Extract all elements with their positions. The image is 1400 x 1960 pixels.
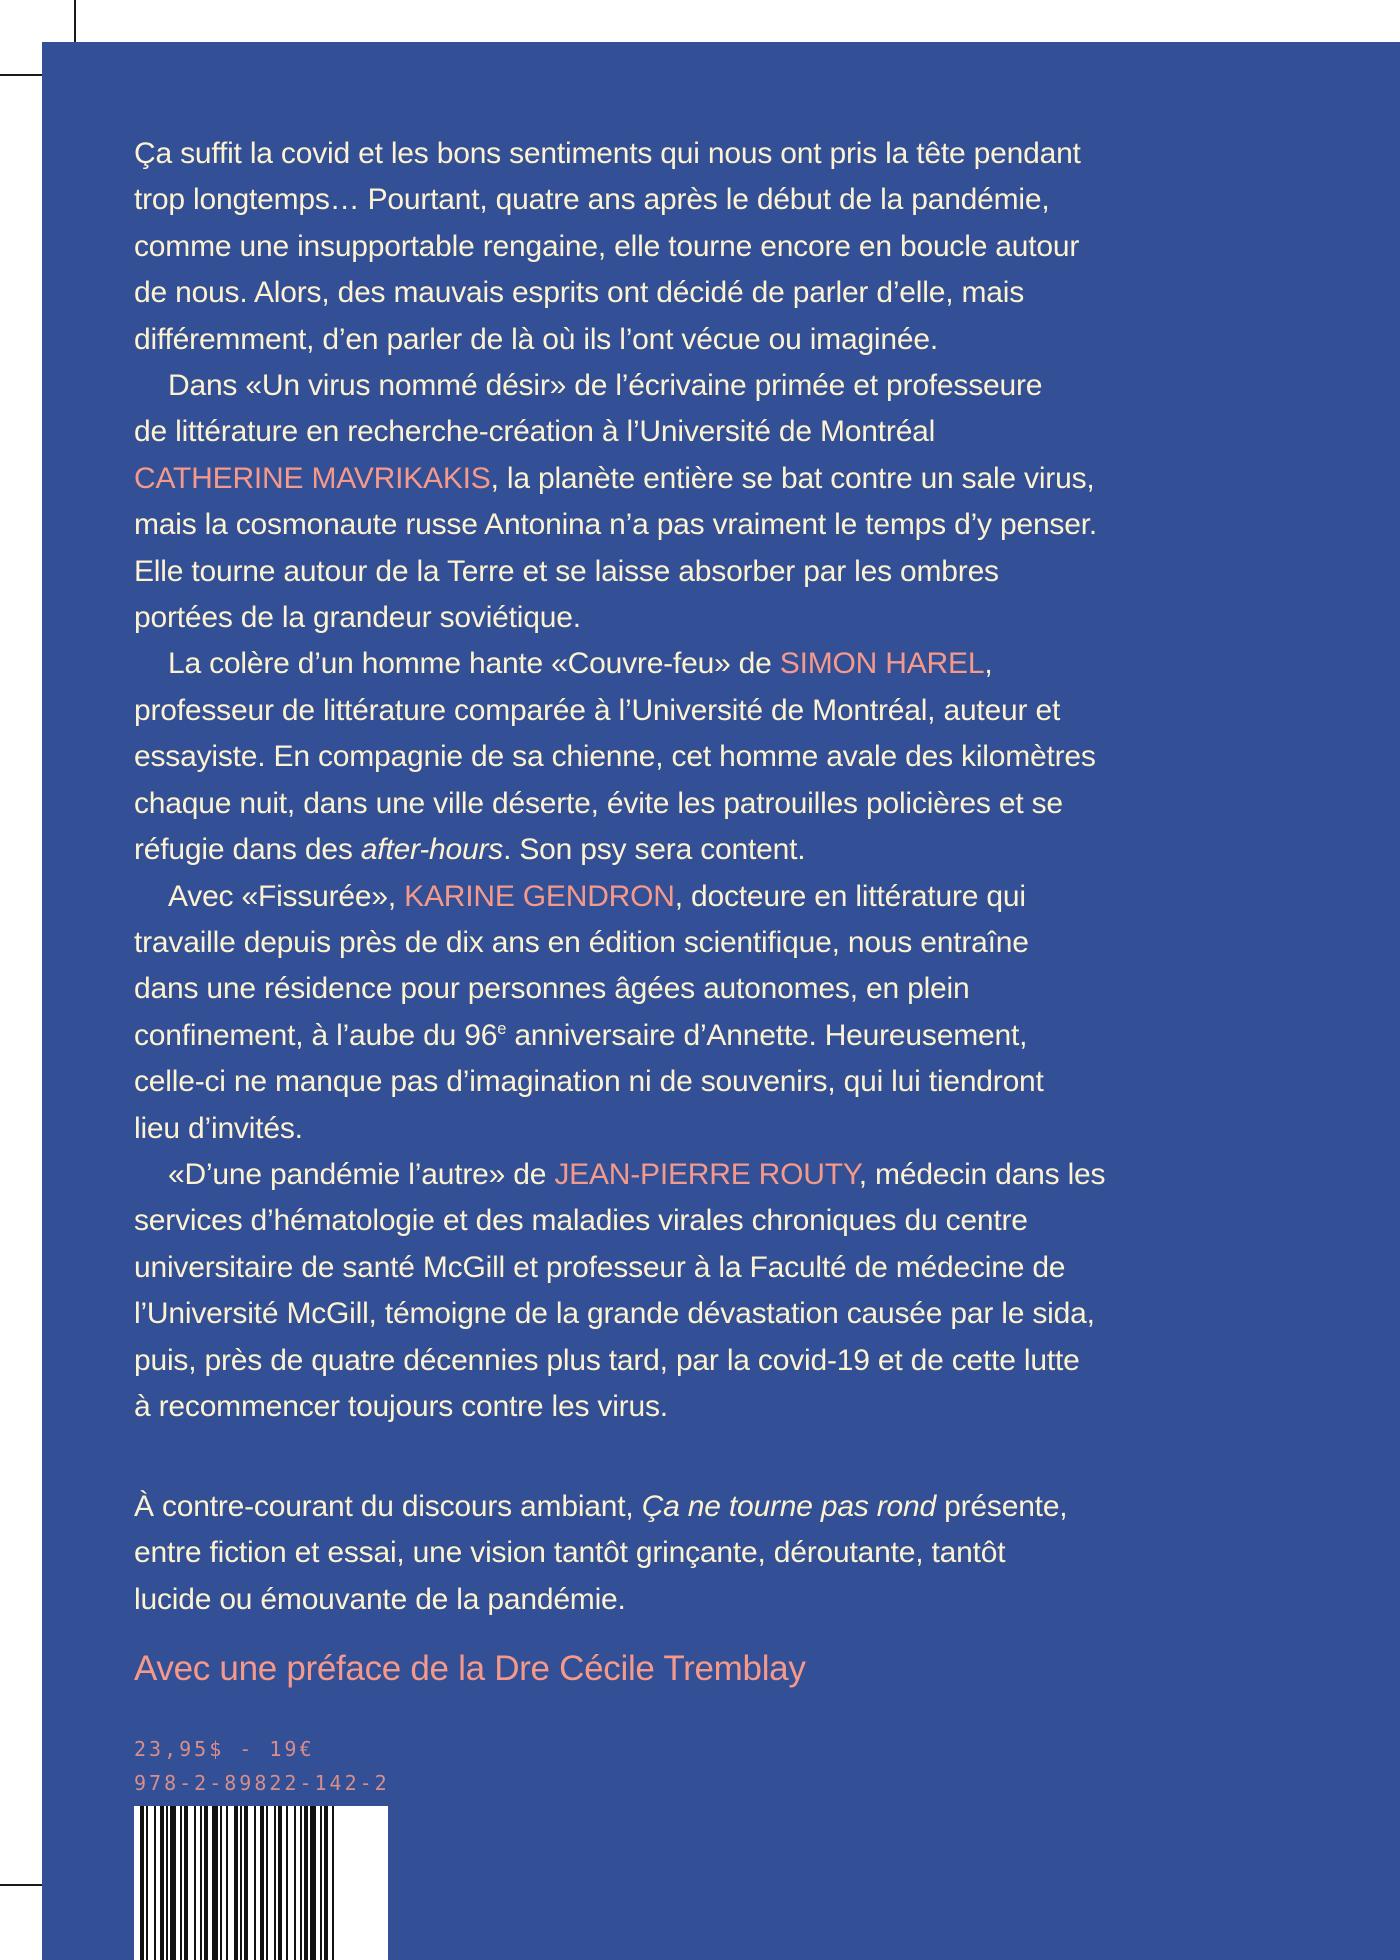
paragraph-line: portées de la grandeur soviétique. [134,601,581,635]
story-harel-paragraph [134,641,1124,873]
barcode-bar [166,1806,168,1960]
barcode-bar [320,1806,322,1960]
paragraph-line [134,1484,1124,1530]
barcode-bar [300,1806,302,1960]
barcode-bar [212,1806,218,1960]
barcode-bar [294,1806,296,1960]
paragraph-line: lieu d’invités. [134,1111,303,1145]
text-span: présente, [936,1490,1068,1523]
story-mavrikakis-paragraph [134,363,1124,641]
paragraph-line: de littérature en recherche-création à l’Université de Montréal [134,415,936,449]
story-gendron-paragraph [134,874,1124,1152]
barcode-bar [180,1806,182,1960]
barcode-bar [220,1806,222,1960]
paragraph-line: essayiste. En compagnie de sa chienne, cet homme avale des kilomètres [134,740,1096,774]
author-name: SIMON HAREL [779,647,985,681]
text-span: , la planète entière se bat contre un sale virus, [490,461,1095,495]
text-span: anniversaire d’Annette. Heureusement, [506,1018,1028,1052]
barcode-bar [200,1806,202,1960]
barcode-bar [260,1806,264,1960]
text-span: . Son psy sera content. [503,833,806,867]
barcode-bar [204,1806,208,1960]
back-cover-text [134,131,1124,1430]
paragraph-line: services d’hématologie et des maladies virales chroniques du centre [134,1204,1028,1238]
paragraph-line [134,1013,1124,1059]
intro-line: de nous. Alors, des mauvais esprits ont décidé de parler d’elle, mais [134,276,1025,310]
story-routy-paragraph [134,1152,1124,1430]
barcode-bar [278,1806,282,1960]
barcode-bar [226,1806,228,1960]
paragraph-line [134,641,1124,687]
preface-credit: Avec une préface de la Dre Cécile Tremblay [134,1649,806,1688]
barcode-bar [154,1806,156,1960]
intro-line: Ça suffit la covid et les bons sentiments qui nous ont pris la tête pendant [134,137,1081,170]
paragraph-line: professeur de littérature comparée à l’Université de Montréal, auteur et [134,693,1061,727]
barcode-bar [274,1806,276,1960]
barcode-bar [170,1806,176,1960]
isbn-label: 978-2-89822-142-2 [134,1771,390,1795]
author-name: JEAN-PIERRE ROUTY [554,1157,859,1191]
barcode-bar [310,1806,316,1960]
barcode-bar [194,1806,196,1960]
paragraph-line: chaque nuit, dans une ville déserte, évite les patrouilles policières et se [134,786,1063,820]
paragraph-line [134,874,1124,920]
paragraph-line: à recommencer toujours contre les virus. [134,1389,668,1423]
barcode-bar [146,1806,148,1960]
book-title: Ça ne tourne pas rond [641,1490,937,1523]
paragraph-line: universitaire de santé McGill et professeur à la Faculté de médecine de [134,1250,1066,1284]
paragraph-line: mais la cosmonaute russe Antonina n’a pas vraiment le temps d’y penser. [134,508,1097,542]
barcode-bar [332,1806,334,1960]
text-span: , médecin dans les [858,1157,1106,1191]
paragraph-line: travaille depuis près de dix ans en édition scientifique, nous entraîne [134,925,1029,959]
barcode-bar [286,1806,288,1960]
price-label: 23,95$ - 19€ [134,1737,315,1761]
intro-line: différemment, d’en parler de là où ils l’ont vécue ou imaginée. [134,322,938,356]
barcode-graphic [134,1806,388,1960]
barcode-bar [304,1806,308,1960]
barcode-bar [244,1806,248,1960]
barcode-bar [160,1806,164,1960]
barcode-bar [324,1806,328,1960]
text-span: confinement, à l’aube du 96 [134,1018,498,1052]
author-name: CATHERINE MAVRIKAKIS [134,461,491,495]
paragraph-line: l’Université McGill, témoigne de la grande dévastation causée par le sida, [134,1297,1095,1331]
paragraph-line: dans une résidence pour personnes âgées autonomes, en plein [134,972,970,1006]
paragraph-line: entre fiction et essai, une vision tantôt grinçante, déroutante, tantôt [134,1536,1006,1570]
barcode-bar [140,1806,144,1960]
italic-term: after-hours [360,833,504,867]
paragraph-line: Elle tourne autour de la Terre et se laisse absorber par les ombres [134,554,999,588]
ordinal-superscript: e [497,1019,507,1038]
text-span: réfugie dans des [134,833,361,867]
text-span: À contre-courant du discours ambiant, [134,1490,642,1523]
paragraph-line: Dans «Un virus nommé désir» de l’écrivaine primée et professeure [168,369,1043,403]
intro-line: comme une insupportable rengaine, elle tourne encore en boucle autour [134,229,1080,263]
intro-paragraph [134,131,1124,363]
paragraph-line [134,456,1124,502]
barcode-bar [234,1806,238,1960]
paragraph-line: puis, près de quatre décennies plus tard, par la covid-19 et de cette lutte [134,1343,1080,1377]
intro-line: trop longtemps… Pourtant, quatre ans après le début de la pandémie, [134,183,1050,217]
barcode-icon [134,1806,388,1960]
author-name: KARINE GENDRON [404,879,675,913]
paragraph-line: celle-ci ne manque pas d’imagination ni de souvenirs, qui lui tiendront [134,1065,1044,1099]
text-span: «D’une pandémie l’autre» de [168,1157,555,1191]
text-span: La colère d’un homme hante «Couvre-feu» de [168,647,780,681]
closing-paragraph [134,1484,1124,1623]
text-span: , docteure en littérature qui [674,879,1026,913]
text-span: , [984,647,993,681]
barcode-bar [184,1806,188,1960]
barcode-bar [240,1806,242,1960]
barcode-bar [266,1806,268,1960]
paragraph-line: lucide ou émouvante de la pandémie. [134,1582,626,1616]
paragraph-line [134,827,1124,873]
paragraph-line [134,1152,1124,1198]
text-span: Avec «Fissurée», [168,879,405,913]
barcode-bar [254,1806,256,1960]
